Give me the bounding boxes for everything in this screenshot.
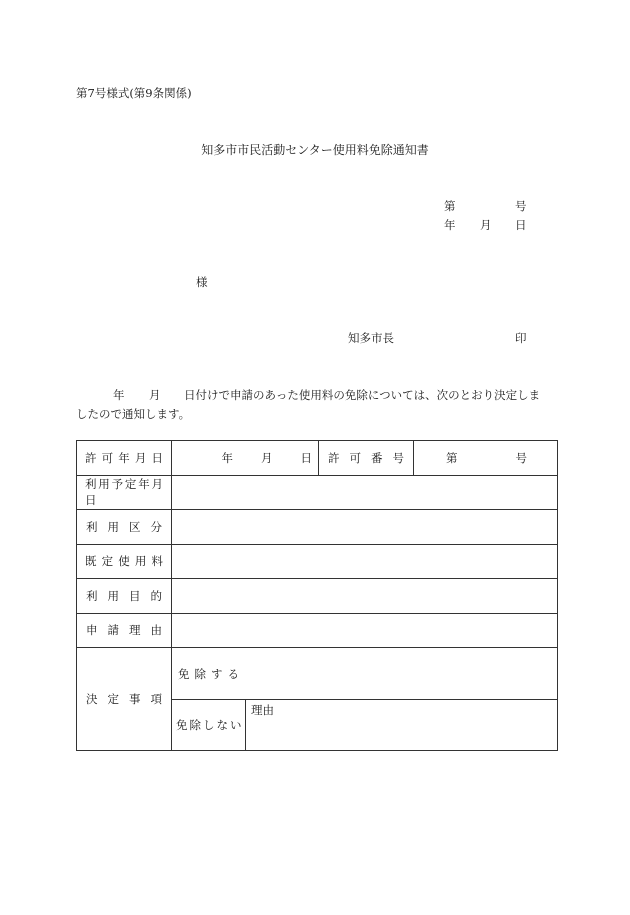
scheduled-date-field[interactable] bbox=[172, 475, 558, 510]
doc-number-suffix: 号 bbox=[515, 199, 527, 213]
exempt-yes-label: 免除する bbox=[178, 666, 244, 681]
row-permit bbox=[77, 441, 558, 476]
permit-date-month: 月 bbox=[261, 450, 273, 465]
category-label: 利用区分 bbox=[77, 510, 172, 545]
row-decision bbox=[77, 648, 558, 700]
doc-date-year: 年 bbox=[444, 218, 456, 232]
permit-date-day: 日 bbox=[300, 450, 312, 465]
permit-number-suffix: 号 bbox=[515, 450, 527, 465]
document-title: 知多市市民活動センター使用料免除通知書 bbox=[201, 143, 429, 157]
sender-name: 知多市長 bbox=[348, 331, 394, 345]
permit-date-label: 許可年月日 bbox=[77, 441, 172, 476]
row-reason bbox=[77, 613, 558, 648]
addressee-suffix: 様 bbox=[196, 275, 208, 289]
body-line2: したので通知します。 bbox=[76, 407, 191, 421]
permit-number-label: 許可番号 bbox=[319, 441, 414, 476]
exempt-yes-option[interactable] bbox=[172, 648, 558, 700]
fee-field[interactable] bbox=[172, 544, 558, 579]
fee-label: 既定使用料 bbox=[77, 544, 172, 579]
row-scheduled-date bbox=[77, 475, 558, 510]
permit-date-field[interactable] bbox=[172, 441, 319, 476]
permit-number-field[interactable] bbox=[414, 441, 558, 476]
doc-date-month: 月 bbox=[480, 218, 492, 232]
purpose-label: 利用目的 bbox=[77, 579, 172, 614]
doc-number-prefix: 第 bbox=[444, 199, 456, 213]
notification-table bbox=[76, 440, 558, 751]
body-month: 月 bbox=[149, 388, 161, 402]
scheduled-date-label: 利用予定年月日 bbox=[77, 475, 172, 510]
reason-field[interactable] bbox=[172, 613, 558, 648]
decision-reason-label: 理由 bbox=[251, 703, 274, 717]
reason-label: 申請理由 bbox=[77, 613, 172, 648]
form-number: 第7号様式(第9条関係) bbox=[76, 86, 192, 100]
row-fee bbox=[77, 544, 558, 579]
row-category bbox=[77, 510, 558, 545]
permit-date-year: 年 bbox=[221, 450, 233, 465]
purpose-field[interactable] bbox=[172, 579, 558, 614]
decision-label: 決定事項 bbox=[77, 648, 172, 751]
body-year: 年 bbox=[113, 388, 125, 402]
doc-date-day: 日 bbox=[515, 218, 527, 232]
exempt-no-label: 免除しない bbox=[176, 718, 244, 732]
category-field[interactable] bbox=[172, 510, 558, 545]
row-purpose bbox=[77, 579, 558, 614]
decision-reason-field[interactable] bbox=[246, 700, 558, 751]
body-line1: 日付けで申請のあった使用料の免除については、次のとおり決定しま bbox=[184, 388, 541, 402]
seal-mark: 印 bbox=[515, 331, 527, 345]
permit-number-prefix: 第 bbox=[446, 450, 458, 465]
exempt-no-option[interactable] bbox=[172, 700, 246, 751]
